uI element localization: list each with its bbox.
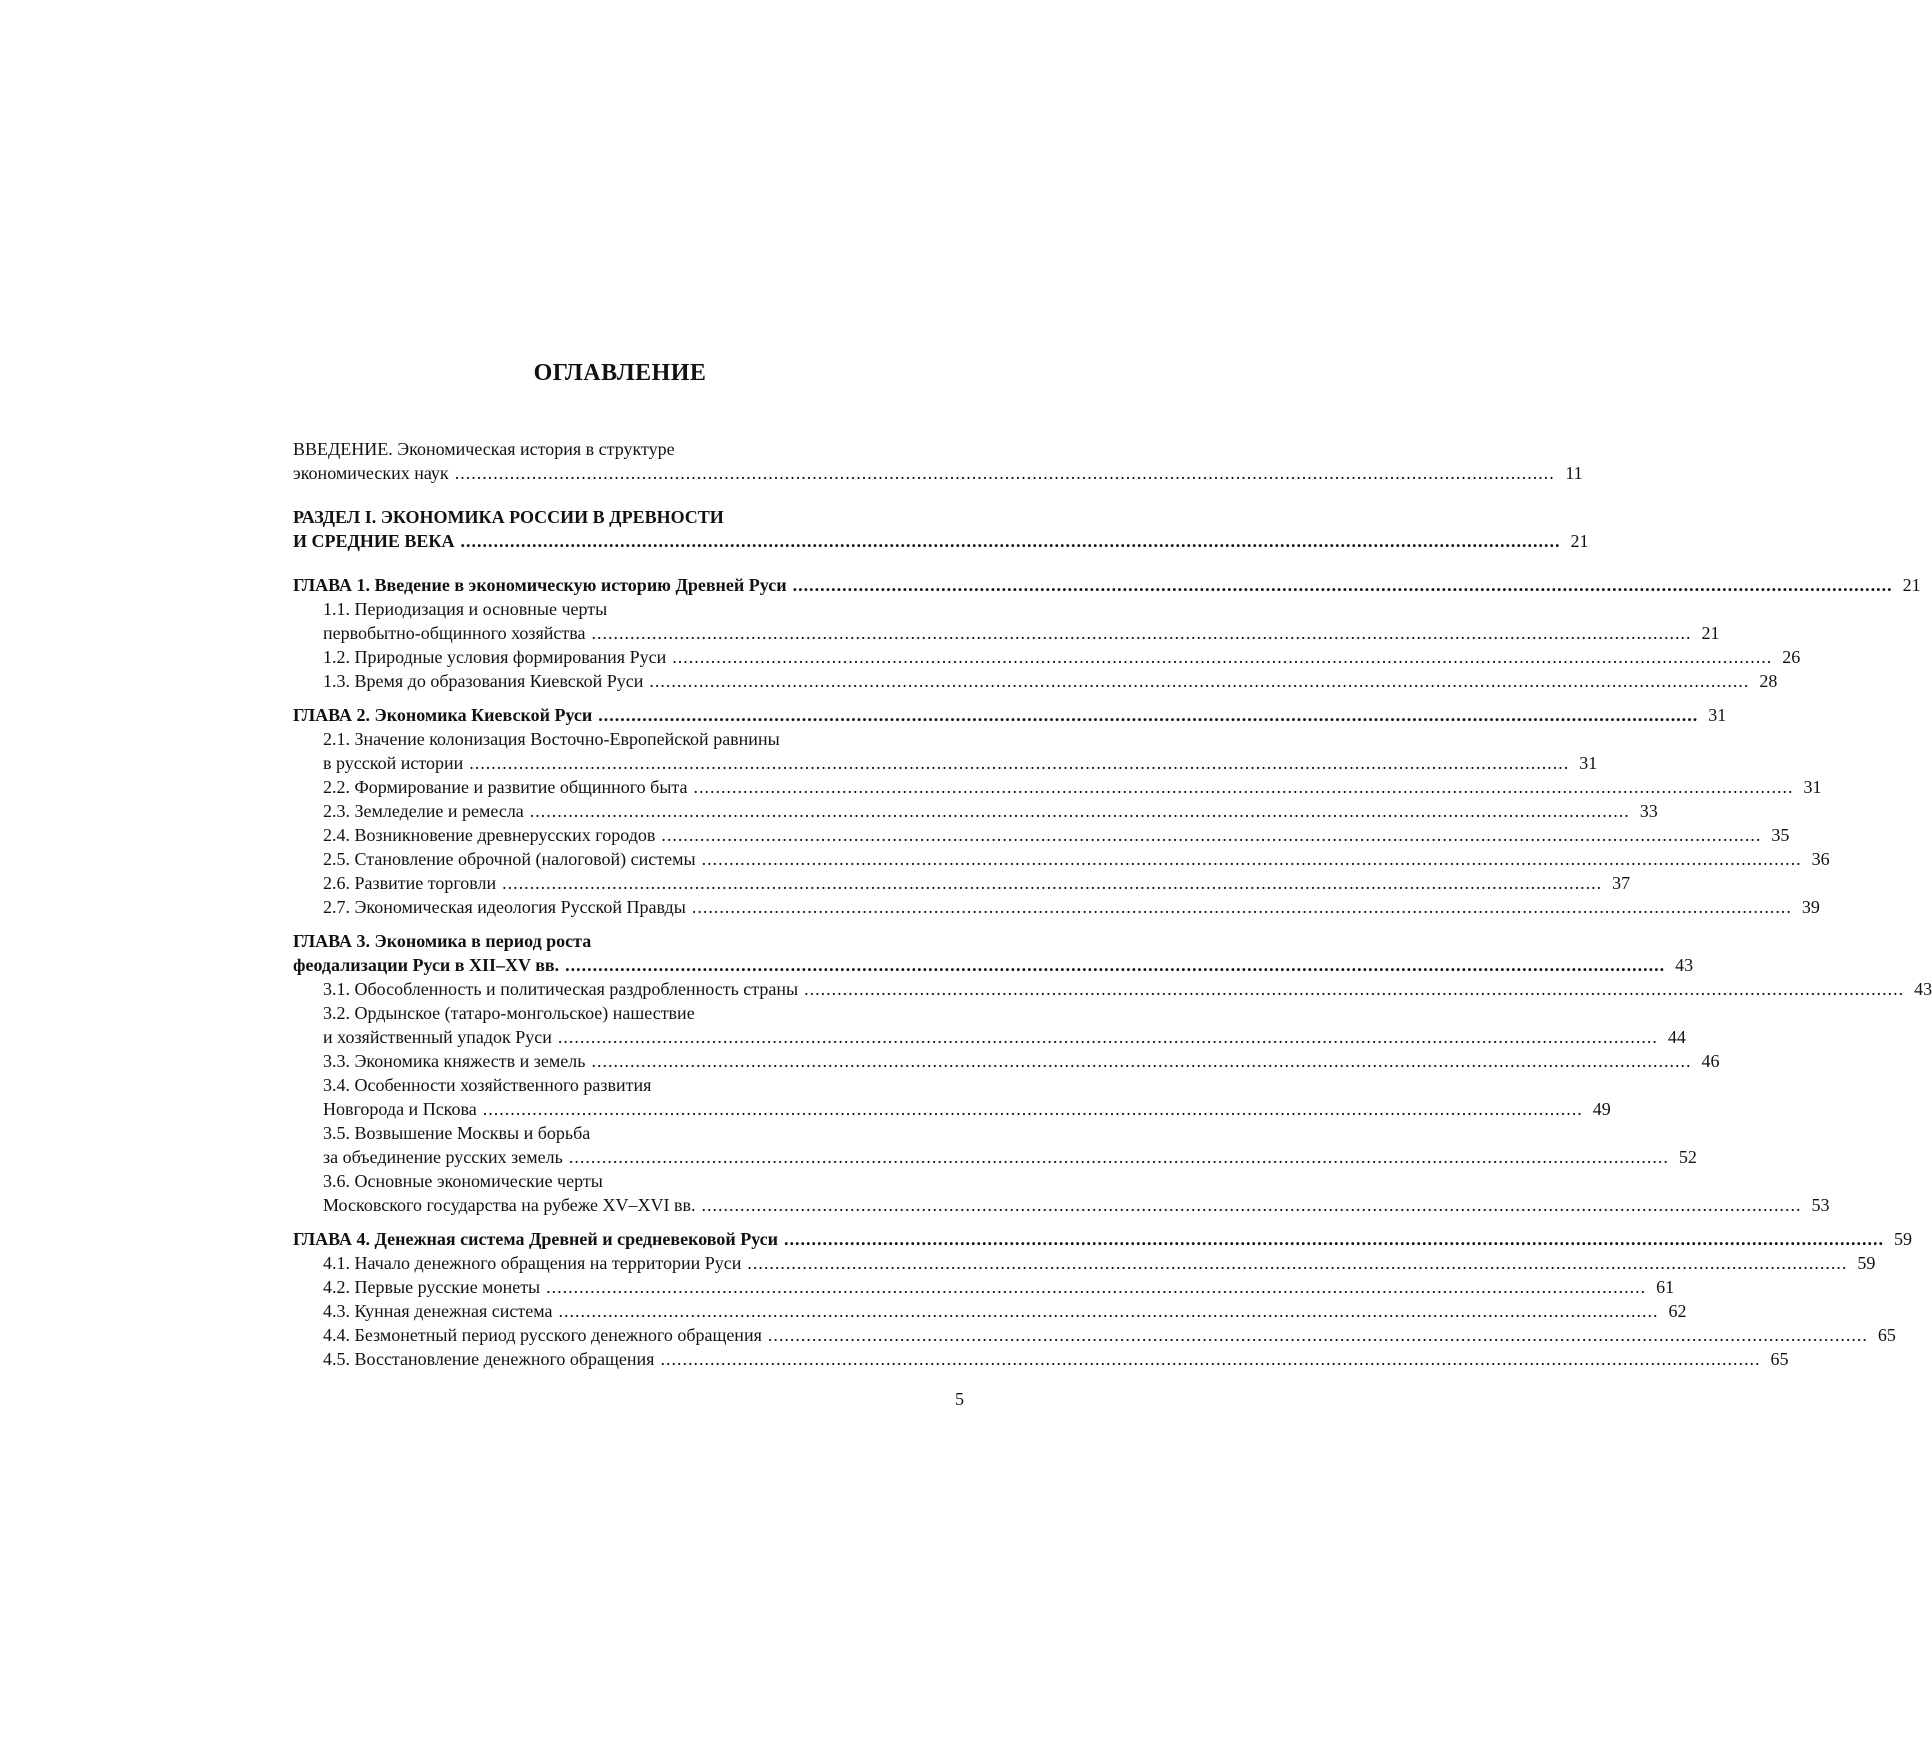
toc-entry-text: экономических наук	[293, 463, 449, 483]
page-title: ОГЛАВЛЕНИЕ	[533, 360, 707, 386]
toc-entry-text: 2.5. Становление оброчной (налоговой) системы	[323, 849, 696, 869]
toc-entry-text: 4.4. Безмонетный период русского денежного обращения	[323, 1325, 762, 1345]
toc-entry-text: 4.3. Кунная денежная система	[323, 1301, 553, 1321]
toc-page-number: 35	[1771, 825, 1790, 845]
toc-subsection[interactable]	[293, 799, 1658, 823]
toc-page-number: 31	[1708, 705, 1727, 725]
dot-leader: ........................................................................................................................................................................................................	[546, 1277, 1647, 1297]
dot-leader: ........................................................................................................................................................................................................	[672, 647, 1773, 667]
toc-entry-text: и хозяйственный упадок Руси	[323, 1027, 552, 1047]
toc-entry-text: 1.3. Время до образования Киевской Руси	[323, 671, 644, 691]
toc-subsection[interactable]	[293, 977, 1932, 1001]
toc-subsection[interactable]	[293, 1275, 1675, 1299]
toc-entry-introduction[interactable]	[293, 437, 1583, 485]
toc-page-number: 62	[1668, 1301, 1687, 1321]
toc-leader-row	[323, 895, 1820, 919]
dot-leader: ........................................................................................................................................................................................................	[557, 1027, 1658, 1047]
toc-entry-text: 3.1. Обособленность и политическая раздробленность страны	[323, 979, 799, 999]
toc-chapter-heading[interactable]	[293, 573, 1921, 597]
toc-leader-row	[323, 977, 1932, 1001]
toc-page-number: 36	[1811, 849, 1830, 869]
toc-entry-text: 1.2. Природные условия формирования Руси	[323, 647, 667, 667]
toc-page-number: 28	[1759, 671, 1778, 691]
toc-page-number: 65	[1877, 1325, 1896, 1345]
toc-entry-text: 2.7. Экономическая идеология Русской Правды	[323, 897, 686, 917]
toc-page-number: 46	[1701, 1051, 1720, 1071]
dot-leader: ........................................................................................................................................................................................................	[660, 1349, 1761, 1369]
toc-page-number: 44	[1667, 1027, 1686, 1047]
toc-page-number: 31	[1803, 777, 1822, 797]
toc-leader-row	[323, 1323, 1896, 1347]
toc-entry-text: первобытно-общинного хозяйства	[323, 623, 586, 643]
toc-entry-text: 1.1. Периодизация и основные черты	[323, 599, 608, 619]
toc-subsection[interactable]	[293, 871, 1631, 895]
toc-entry-text: Новгорода и Пскова	[323, 1099, 477, 1119]
toc-entry-text: ГЛАВА 2. Экономика Киевской Руси	[293, 705, 593, 725]
toc-page-number: 61	[1656, 1277, 1675, 1297]
toc-entry-text: 2.1. Значение колонизация Восточно-Европейской равнины	[323, 729, 780, 749]
toc-page-number: 43	[1675, 955, 1694, 975]
dot-leader: ........................................................................................................................................................................................................	[460, 531, 1561, 551]
toc-leader-row	[293, 953, 1694, 977]
toc-leader-row	[323, 847, 1830, 871]
toc-subsection[interactable]	[293, 1323, 1896, 1347]
toc-entry-text: Московского государства на рубеже XV–XVI вв.	[323, 1195, 696, 1215]
chapter-list	[293, 573, 1932, 1371]
toc-leader-row	[293, 1227, 1913, 1251]
toc-page-number: 65	[1770, 1349, 1789, 1369]
dot-leader: ........................................................................................................................................................................................................	[767, 1325, 1868, 1345]
toc-leader-row	[293, 529, 1589, 553]
toc-chapter-2	[293, 703, 1830, 919]
toc-leader-row	[323, 775, 1822, 799]
toc-page-number: 59	[1857, 1253, 1876, 1273]
table-of-contents	[293, 437, 1932, 1371]
dot-leader: ........................................................................................................................................................................................................	[591, 1051, 1692, 1071]
toc-entry-text: РАЗДЕЛ I. ЭКОНОМИКА РОССИИ В ДРЕВНОСТИ	[293, 507, 724, 527]
toc-page-number: 37	[1612, 873, 1631, 893]
toc-entry-text: ВВЕДЕНИЕ. Экономическая история в структуре	[293, 439, 675, 459]
toc-entry-text: 3.4. Особенности хозяйственного развития	[323, 1075, 652, 1095]
dot-leader: ........................................................................................................................................................................................................	[482, 1099, 1583, 1119]
dot-leader: ........................................................................................................................................................................................................	[598, 705, 1699, 725]
toc-subsection[interactable]	[293, 1251, 1876, 1275]
toc-entry-text: 4.2. Первые русские монеты	[323, 1277, 541, 1297]
toc-subsection[interactable]	[293, 823, 1790, 847]
dot-leader: ........................................................................................................................................................................................................	[701, 1195, 1802, 1215]
toc-page-number: 31	[1579, 753, 1598, 773]
toc-entry-text: ГЛАВА 3. Экономика в период роста	[293, 931, 592, 951]
toc-chapter-heading[interactable]	[293, 1227, 1913, 1251]
toc-leader-row	[323, 669, 1778, 693]
toc-entry-section-1[interactable]	[293, 505, 1589, 553]
toc-subsection[interactable]	[293, 1001, 1686, 1049]
toc-leader-row	[323, 799, 1658, 823]
toc-entry-text: ГЛАВА 4. Денежная система Древней и средневековой Руси	[293, 1229, 779, 1249]
toc-entry-text: 2.6. Развитие торговли	[323, 873, 497, 893]
dot-leader: ........................................................................................................................................................................................................	[804, 979, 1905, 999]
toc-entry-text: феодализации Руси в XII–XV вв.	[293, 955, 560, 975]
toc-page-number: 21	[1902, 575, 1921, 595]
dot-leader: ........................................................................................................................................................................................................	[693, 777, 1794, 797]
toc-subsection[interactable]	[293, 669, 1778, 693]
toc-chapter-heading[interactable]	[293, 929, 1694, 977]
toc-leader-row	[323, 621, 1720, 645]
toc-entry-text: в русской истории	[323, 753, 464, 773]
toc-subsection[interactable]	[293, 1169, 1830, 1217]
toc-leader-row	[323, 1049, 1720, 1073]
toc-page-number: 53	[1811, 1195, 1830, 1215]
dot-leader: ........................................................................................................................................................................................................	[661, 825, 1762, 845]
toc-page-number: 43	[1914, 979, 1932, 999]
toc-entry-text: ГЛАВА 1. Введение в экономическую историю Древней Руси	[293, 575, 787, 595]
dot-leader: ........................................................................................................................................................................................................	[568, 1147, 1669, 1167]
toc-leader-row	[293, 703, 1727, 727]
toc-leader-row	[323, 1299, 1687, 1323]
toc-subsection[interactable]	[293, 1121, 1697, 1169]
toc-leader-row	[293, 573, 1921, 597]
dot-leader: ........................................................................................................................................................................................................	[469, 753, 1570, 773]
dot-leader: ........................................................................................................................................................................................................	[529, 801, 1630, 821]
dot-leader: ........................................................................................................................................................................................................	[649, 671, 1750, 691]
toc-subsection[interactable]	[293, 597, 1720, 645]
dot-leader: ........................................................................................................................................................................................................	[591, 623, 1692, 643]
toc-entry-text: 3.5. Возвышение Москвы и борьба	[323, 1123, 591, 1143]
dot-leader: ........................................................................................................................................................................................................	[691, 897, 1792, 917]
dot-leader: ........................................................................................................................................................................................................	[792, 575, 1893, 595]
toc-page-number: 21	[1701, 623, 1720, 643]
toc-entry-text: 3.2. Ордынское (татаро-монгольское) нашествие	[323, 1003, 695, 1023]
toc-subsection[interactable]	[293, 727, 1598, 775]
page-number: 5	[955, 1389, 964, 1409]
toc-page-number: 49	[1592, 1099, 1611, 1119]
toc-page-number: 52	[1678, 1147, 1697, 1167]
toc-subsection[interactable]	[293, 895, 1820, 919]
dot-leader: ........................................................................................................................................................................................................	[558, 1301, 1659, 1321]
toc-page-number: 21	[1570, 531, 1589, 551]
toc-leader-row	[323, 823, 1790, 847]
toc-leader-row	[323, 645, 1801, 669]
toc-chapter-1	[293, 573, 1921, 693]
toc-leader-row	[323, 871, 1631, 895]
toc-entry-text: И СРЕДНИЕ ВЕКА	[293, 531, 455, 551]
toc-page-number: 26	[1782, 647, 1801, 667]
toc-subsection[interactable]	[293, 645, 1801, 669]
toc-page-number: 59	[1894, 1229, 1913, 1249]
toc-leader-row	[323, 751, 1598, 775]
toc-leader-row	[323, 1025, 1686, 1049]
toc-entry-text: 2.2. Формирование и развитие общинного быта	[323, 777, 688, 797]
toc-page-number: 11	[1565, 463, 1583, 483]
dot-leader: ........................................................................................................................................................................................................	[784, 1229, 1885, 1249]
toc-chapter-heading[interactable]	[293, 703, 1727, 727]
toc-leader-row	[323, 1347, 1789, 1371]
toc-entry-text: 3.6. Основные экономические черты	[323, 1171, 603, 1191]
toc-leader-row	[323, 1275, 1675, 1299]
toc-entry-text: 4.5. Восстановление денежного обращения	[323, 1349, 655, 1369]
toc-subsection[interactable]	[293, 1073, 1611, 1121]
toc-chapter-4	[293, 1227, 1913, 1371]
toc-page-number: 39	[1801, 897, 1820, 917]
toc-leader-row	[323, 1193, 1830, 1217]
toc-entry-text: 3.3. Экономика княжеств и земель	[323, 1051, 586, 1071]
toc-entry-text: 4.1. Начало денежного обращения на территории Руси	[323, 1253, 742, 1273]
toc-entry-text: за объединение русских земель	[323, 1147, 563, 1167]
dot-leader: ........................................................................................................................................................................................................	[502, 873, 1603, 893]
toc-subsection[interactable]	[293, 1299, 1687, 1323]
toc-entry-text: 2.3. Земледелие и ремесла	[323, 801, 524, 821]
toc-page-number: 33	[1639, 801, 1658, 821]
toc-leader-row	[323, 1097, 1611, 1121]
dot-leader: ........................................................................................................................................................................................................	[747, 1253, 1848, 1273]
dot-leader: ........................................................................................................................................................................................................	[454, 463, 1555, 483]
toc-subsection[interactable]	[293, 1347, 1789, 1371]
toc-chapter-3	[293, 929, 1932, 1217]
toc-entry-text: 2.4. Возникновение древнерусских городов	[323, 825, 656, 845]
toc-subsection[interactable]	[293, 775, 1822, 799]
dot-leader: ........................................................................................................................................................................................................	[701, 849, 1802, 869]
toc-leader-row	[323, 1251, 1876, 1275]
toc-subsection[interactable]	[293, 847, 1830, 871]
toc-leader-row	[323, 1145, 1697, 1169]
toc-leader-row	[293, 461, 1583, 485]
toc-subsection[interactable]	[293, 1049, 1720, 1073]
dot-leader: ........................................................................................................................................................................................................	[565, 955, 1666, 975]
